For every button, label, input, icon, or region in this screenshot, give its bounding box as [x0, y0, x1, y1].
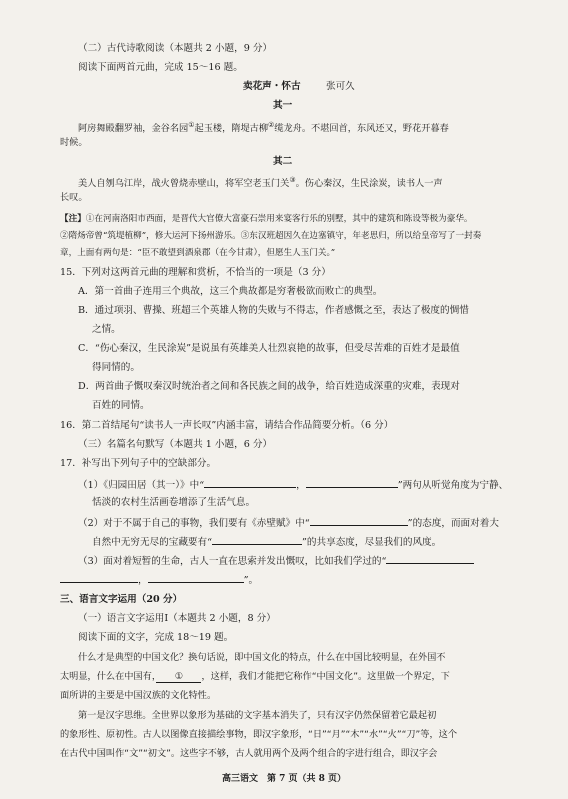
passage-p1-text-b: ，这样，我们才能把它称作“中国文化”。这里做一个界定，下	[201, 671, 450, 682]
passage-p1-line1: 什么才是典型的中国文化？换句话说，即中国文化的特点，什么在中国比较明显，在外国不	[78, 652, 446, 663]
answer-blank[interactable]	[204, 476, 296, 488]
q17-2-text-c: 自然中无穷无尽的宝藏要有“	[92, 537, 213, 548]
q17-3-text-a: （3）面对着短暂的生命，古人一直在思索并发出慨叹，比如我们学过的“	[78, 556, 387, 567]
q15-option-a: A．第一首曲子连用三个典故，这三个典故都是穷奢极欲而败亡的典型。	[78, 286, 383, 297]
passage-p2-line1: 第一是汉字思维。全世界以象形为基础的文字基本消失了，只有汉字仍然保留着它最起初	[78, 710, 437, 721]
read-instruction: 阅读下面两首元曲，完成 15～16 题。	[78, 62, 243, 73]
poem2-text-b: 。伤心秦汉，生民涂炭，读书人一声	[295, 178, 443, 190]
q15-option-c-line1: C．“伤心秦汉，生民涂炭”是说虽有英雄美人壮烈哀艳的故事，但受尽苦难的百姓才是最值	[78, 343, 460, 354]
passage-p2-line2: 的象形性、原初性。古人以图像直接描绘事物，即汉字象形，“日”“月”“木”“水”“火”“刀”等，这个	[60, 729, 458, 740]
footnote-ref-3: ③	[289, 176, 296, 184]
q17-2-text-d: ”的共享态度，尽显我们的风度。	[302, 537, 442, 548]
q17-1-text-b: ，	[296, 480, 306, 491]
answer-blank[interactable]	[60, 571, 138, 583]
q17-item1-line1	[78, 476, 508, 494]
question-15: 15．下列对这两首元曲的理解和赏析，不恰当的一项是（3 分）	[60, 267, 331, 278]
q15-option-b-line2: 之情。	[92, 324, 121, 335]
passage-p1-line2	[60, 669, 450, 685]
blank-number: ①	[174, 671, 184, 682]
poem-title: 卖花声・怀古	[243, 81, 301, 92]
read-instruction-2: 阅读下面的文字，完成 18～19 题。	[78, 632, 234, 643]
annotation-text-1: ①在河南洛阳市西面，是晋代大官僚大富豪石崇用来宴客行乐的别墅，其中的建筑和陈设等极为豪华。	[85, 214, 473, 224]
passage-blank-1[interactable]	[156, 671, 201, 683]
poem1-text-a: 阿房舞殿翻罗袖，金谷名园	[78, 123, 189, 135]
poem-author: 张可久	[326, 81, 355, 92]
q17-1-text-c: ”两句从听觉角度为宁静、	[397, 480, 509, 491]
passage-p2-line3: 在古代中国叫作“文”“初文”。这些字不够，古人就用两个及两个组合的字进行组合，即汉字会	[60, 748, 438, 759]
poem1-text-c: 缆龙舟。不堪回首，东风还又，野花开暮春	[274, 123, 449, 135]
q17-item2-line1	[78, 514, 499, 532]
annotation-line2: ②隋炀帝曾“筑堤植柳”，修大运河下扬州游乐。③东汉班超因久在边塞镇守，年老思归，所以给皇帝写了一封奏	[60, 231, 482, 241]
question-17: 17．补写出下列句子中的空缺部分。	[60, 458, 217, 469]
section-heading-dictation: （三）名篇名句默写（本题共 1 小题，6 分）	[78, 439, 273, 450]
page-footer: 高三语文 第 7 页（共 8 页）	[221, 774, 347, 784]
poem2-line2: 长叹。	[60, 192, 88, 203]
poem1-line2: 时候。	[60, 137, 88, 148]
poem2-label: 其二	[273, 156, 293, 167]
answer-blank[interactable]	[212, 533, 302, 545]
q17-item2-line2	[92, 533, 441, 551]
q17-1-text-a: （1）《归园田居（其一）》中“	[78, 480, 205, 491]
passage-p1-line3: 面所讲的主要是中国汉族的文化特性。	[60, 690, 217, 701]
passage-p1-text-a: 太明显，什么在中国有，	[60, 671, 157, 682]
answer-blank[interactable]	[306, 476, 398, 488]
q17-3-text-c: ”。	[243, 575, 259, 586]
q17-item3-line2	[60, 571, 258, 589]
footnote-ref-1: ①	[188, 121, 195, 129]
poem1-label: 其一	[273, 100, 293, 111]
annotation-line1	[60, 211, 473, 227]
q17-item1-line2: 恬淡的农村生活画卷增添了生活气息。	[92, 497, 256, 508]
answer-blank[interactable]	[148, 571, 244, 583]
poem1-text-b: 起玉楼，隋堤古柳	[194, 123, 269, 135]
q15-option-d-line1: D．两首曲子慨叹秦汉时统治者之间和各民族之间的战争，给百姓造成深重的灾难，表现对	[78, 381, 460, 392]
answer-blank[interactable]	[310, 514, 408, 526]
section-heading-language: 三、语言文字运用（20 分）	[60, 594, 183, 605]
q17-3-text-b: ，	[138, 575, 148, 586]
q17-2-text-b: ”的态度，而面对着大	[407, 518, 499, 529]
subsection-heading-language-1: （一）语言文字运用Ⅰ（本题共 2 小题，8 分）	[78, 613, 276, 624]
footnote-ref-2: ②	[268, 121, 275, 129]
q15-option-c-line2: 得同情的。	[92, 362, 140, 373]
q15-option-b-line1: B．通过项羽、曹操、班超三个英雄人物的失败与不得志，作者感慨之至，表达了极度的惆惜	[78, 305, 469, 316]
q17-2-text-a: （2）对于不属于自己的事物，我们要有《赤壁赋》中“	[78, 518, 310, 529]
question-16: 16．第二首结尾句“读书人一声长叹”内涵丰富，请结合作品简要分析。（6 分）	[60, 420, 394, 431]
annotation-label: 【注】	[60, 214, 86, 224]
poem2-text-a: 美人自刎乌江岸，战火曾烧赤壁山，将军空老玉门关	[78, 178, 290, 190]
poem1-line1	[78, 117, 449, 137]
annotation-line3: 章，上面有两句是：“臣不敢望到酒泉郡（在今甘肃），但愿生人玉门关。”	[60, 248, 336, 258]
poem2-line1	[78, 172, 443, 192]
answer-blank[interactable]	[386, 552, 474, 564]
section-heading-poetry: （二）古代诗歌阅读（本题共 2 小题，9 分）	[78, 43, 273, 54]
q15-option-d-line2: 百姓的同情。	[92, 400, 150, 411]
q17-item3-line1	[78, 552, 474, 570]
